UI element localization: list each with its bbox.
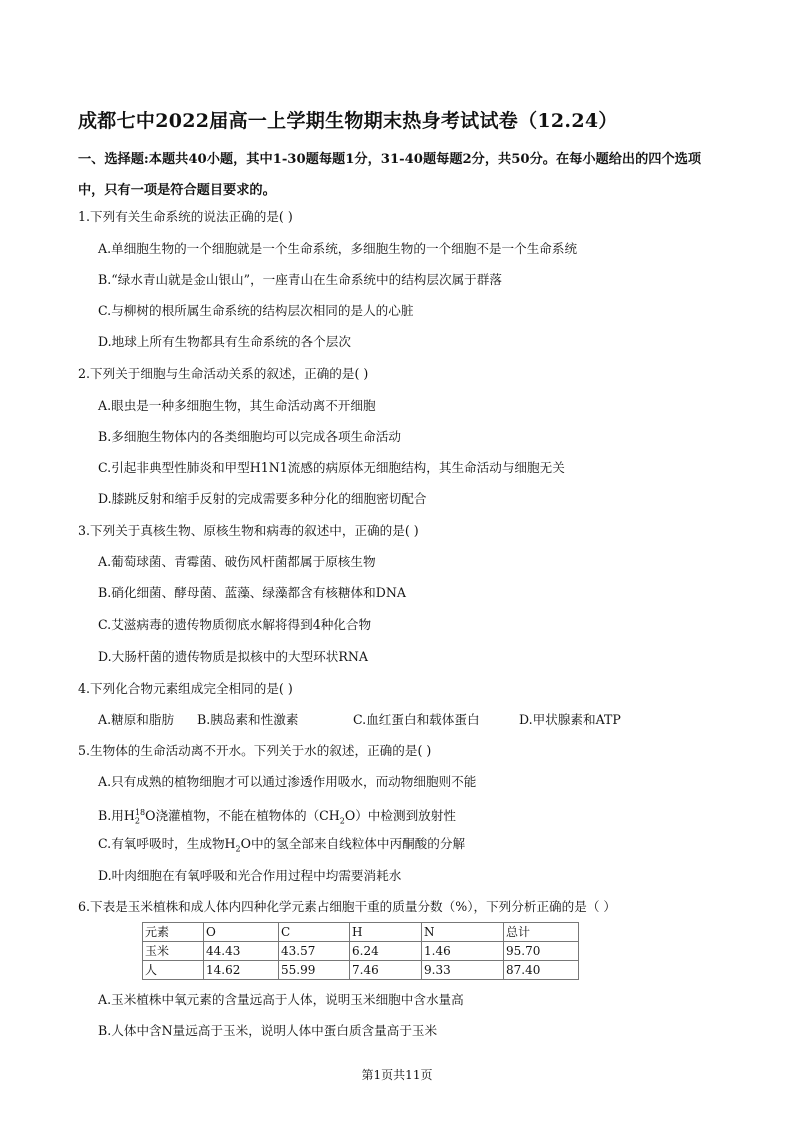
question-1-option-d: D.地球上所有生物都具有生命系统的各个层次 <box>98 334 351 349</box>
question-1-option-b: B.“绿水青山就是金山银山”，一座青山在生命系统中的结构层次属于群落 <box>98 272 502 287</box>
page-number: 第1页共11页 <box>361 1068 433 1082</box>
question-1-stem: 1.下列有关生命系统的说法正确的是( ) <box>78 209 293 224</box>
question-5-stem: 5.生物体的生命活动离不开水。下列关于水的叙述，正确的是( ) <box>78 743 432 758</box>
question-5-option-a: A.只有成熟的植物细胞才可以通过渗透作用吸水，而动物细胞则不能 <box>98 774 477 789</box>
question-6-stem: 6.下表是玉米植株和成人体内四种化学元素占细胞干重的质量分数（%），下列分析正确的是（ ） <box>78 899 617 914</box>
table-cell: 55.99 <box>279 961 350 980</box>
question-4-option-a: A.糖原和脂肪 <box>98 712 175 727</box>
question-1-option-a: A.单细胞生物的一个细胞就是一个生命系统，多细胞生物的一个细胞不是一个生命系统 <box>98 241 578 256</box>
question-2-stem: 2.下列关于细胞与生命活动关系的叙述，正确的是( ) <box>78 366 369 381</box>
table-cell: N <box>422 923 504 942</box>
question-3-option-a: A.葡萄球菌、青霉菌、破伤风杆菌都属于原核生物 <box>98 554 376 569</box>
question-6-option-b: B.人体中含N量远高于玉米，说明人体中蛋白质含量高于玉米 <box>98 1023 438 1038</box>
question-2-option-b: B.多细胞生物体内的各类细胞均可以完成各项生命活动 <box>98 429 401 444</box>
table-row <box>143 961 579 980</box>
table-cell: 44.43 <box>204 942 279 961</box>
question-4-options <box>98 711 621 729</box>
question-2-option-c: C.引起非典型性肺炎和甲型H1N1流感的病原体无细胞结构，其生命活动与细胞无关 <box>98 460 565 475</box>
page-title: 成都七中2022届高一上学期生物期末热身考试试卷（12.24） <box>78 110 618 132</box>
question-5-option-b: B.用$H_2^{18}O$浇灌植物，不能在植物体的$(CH_2O)$中检测到放射性 <box>98 808 456 826</box>
table-cell: 7.46 <box>350 961 422 980</box>
table-cell: C <box>279 923 350 942</box>
question-4-option-b: B.胰岛素和性激素 <box>197 712 299 727</box>
table-cell: 95.70 <box>504 942 579 961</box>
table-cell: 9.33 <box>422 961 504 980</box>
question-4-stem: 4.下列化合物元素组成完全相同的是( ) <box>78 681 293 696</box>
table-cell: 玉米 <box>143 942 204 961</box>
table-cell: 人 <box>143 961 204 980</box>
table-row <box>143 942 579 961</box>
question-1-option-c: C.与柳树的根所属生命系统的结构层次相同的是人的心脏 <box>98 303 414 318</box>
question-4-option-c: C.血红蛋白和载体蛋白 <box>353 712 480 727</box>
question-2-option-d: D.膝跳反射和缩手反射的完成需要多种分化的细胞密切配合 <box>98 491 427 506</box>
question-3-stem: 3.下列关于真核生物、原核生物和病毒的叙述中，正确的是( ) <box>78 523 419 538</box>
question-4-option-d: D.甲状腺素和ATP <box>519 712 621 727</box>
question-2-option-a: A.眼虫是一种多细胞生物，其生命活动离不开细胞 <box>98 398 376 413</box>
table-cell: 6.24 <box>350 942 422 961</box>
table-cell: 1.46 <box>422 942 504 961</box>
table-cell: 14.62 <box>204 961 279 980</box>
question-3-option-b: B.硝化细菌、酵母菌、蓝藻、绿藻都含有核糖体和DNA <box>98 585 406 600</box>
element-mass-table <box>142 922 579 980</box>
question-3-option-c: C.艾滋病毒的遗传物质彻底水解将得到4种化合物 <box>98 617 372 632</box>
table-cell: O <box>204 923 279 942</box>
table-cell: 43.57 <box>279 942 350 961</box>
section-heading: 一、选择题:本题共40小题，其中1-30题每题1分，31-40题每题2分，共50分。在每小题给出的四个选项中，只有一项是符合题目要求的。 <box>78 152 702 198</box>
question-6-option-a: A.玉米植株中氧元素的含量远高于人体，说明玉米细胞中含水量高 <box>98 992 464 1007</box>
table-header-row <box>143 923 579 942</box>
table-cell: 87.40 <box>504 961 579 980</box>
table-cell: 总计 <box>504 923 579 942</box>
table-cell: 元素 <box>143 923 204 942</box>
question-5-option-c: C.有氧呼吸时，生成物$H_2O$中的氢全部来自线粒体中丙酮酸的分解 <box>98 836 466 854</box>
question-3-option-d: D.大肠杆菌的遗传物质是拟核中的大型环状RNA <box>98 649 368 664</box>
question-5-option-d: D.叶肉细胞在有氧呼吸和光合作用过程中均需要消耗水 <box>98 868 402 883</box>
table-cell: H <box>350 923 422 942</box>
